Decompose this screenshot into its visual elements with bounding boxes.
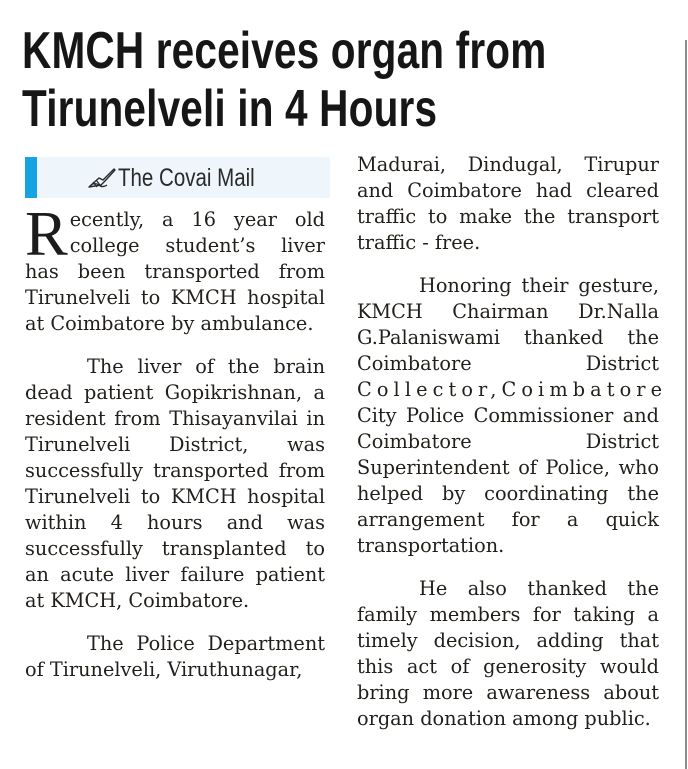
article-paragraph: [25, 198, 325, 337]
headline-line-1: KMCH receives organ from: [22, 22, 547, 80]
writing-hand-icon: [87, 166, 117, 190]
article-column-right: [357, 152, 668, 749]
byline-source: The Covai Mail: [118, 163, 255, 192]
article-paragraph: The liver of the brain dead patient Gopikrishnan, a resident from Thisayanvilai in Tirunelveli District, was successfully transported from Tirunelveli to KMCH hospital within 4 hours and was successfully transplanted to an acute liver failure patient at KMCH, Coimbatore.: [25, 355, 325, 612]
article-paragraph: [357, 273, 668, 559]
article-paragraph: He also thanked the family members for taking a timely decision, adding that this act of generosity would bring more awareness about organ donation among public.: [357, 577, 659, 730]
headline: [22, 22, 547, 138]
article-paragraph: The Police Department of Tirunelveli, Viruthunagar,: [25, 632, 325, 681]
headline-line-2: Tirunelveli in 4 Hours: [22, 80, 438, 138]
paragraph-text: City Police Commissioner and Coimbatore District Superintendent of Police, who helped by coordinating the arrangement for a quick transportation.: [357, 404, 659, 557]
paragraph-text: ecently, a 16 year old college student’s liver has been transported from Tirunelveli to KMCH hospital at Coimbatore by ambulance.: [25, 208, 325, 335]
drop-cap: R: [25, 198, 68, 269]
byline-accent-bar: [25, 157, 37, 198]
paragraph-text-spaced: Collector,Coimbatore: [357, 378, 668, 401]
article-column-left: [25, 198, 325, 700]
byline-content: [87, 163, 285, 193]
column-rule: [685, 40, 687, 769]
byline-banner: [25, 157, 330, 198]
article-paragraph: Madurai, Dindugal, Tirupur and Coimbatore had cleared traffic to make the transport traffic - free.: [357, 153, 659, 254]
paragraph-text: Honoring their gesture, KMCH Chairman Dr.Nalla G.Palaniswami thanked the Coimbatore District: [357, 274, 659, 375]
